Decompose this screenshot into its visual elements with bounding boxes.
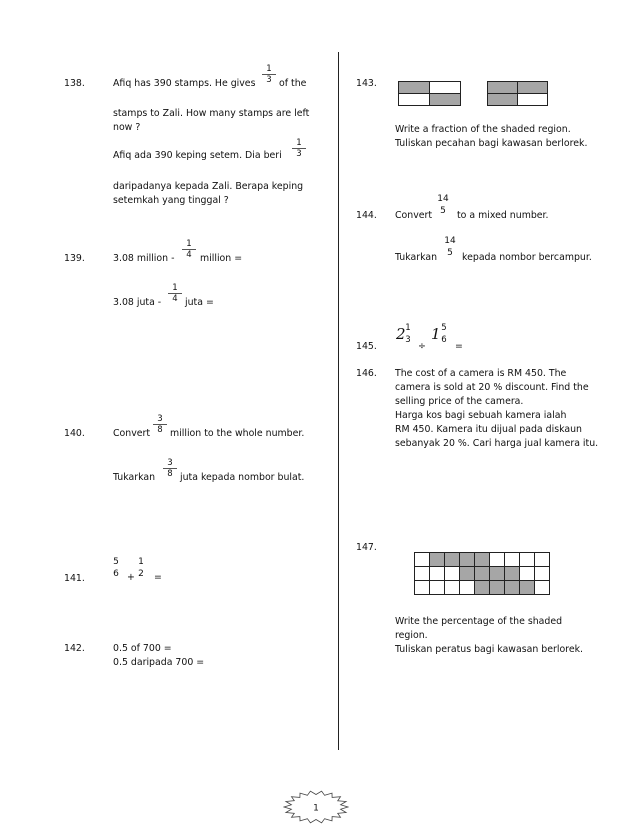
question-text-bm: kepada nombor bercampur.: [462, 252, 592, 263]
shaded-cell: [399, 82, 430, 94]
shaded-grid-b: [487, 81, 548, 106]
question-text-bm: 3.08 juta -: [113, 297, 162, 308]
shaded-cell: [505, 581, 520, 595]
question-text-bm: Tuliskan pecahan bagi kawasan berlorek.: [395, 138, 588, 149]
fraction: 14 5: [437, 194, 449, 216]
unshaded-cell: [430, 82, 461, 94]
grid-row: [415, 567, 550, 581]
question-text-bm: setemkah yang tinggal ?: [113, 195, 229, 206]
unshaded-cell: [445, 581, 460, 595]
question-text-en: million =: [200, 253, 243, 264]
unshaded-cell: [490, 553, 505, 567]
mixed-number-whole: 2: [396, 325, 406, 343]
question-text-line: Harga kos bagi sebuah kamera ialah: [395, 410, 567, 421]
shaded-cell: [460, 553, 475, 567]
fraction: 14 5: [444, 236, 456, 258]
question-text-line: RM 450. Kamera itu dijual pada diskaun: [395, 424, 582, 435]
shaded-cell: [490, 581, 505, 595]
question-text-en: Write a fraction of the shaded region.: [395, 124, 571, 135]
question-number: 142.: [64, 643, 85, 654]
page-number-badge: [283, 790, 349, 824]
shaded-cell: [518, 82, 548, 94]
question-text-bm: daripadanya kepada Zali. Berapa keping: [113, 181, 304, 192]
shaded-cell: [430, 94, 461, 106]
shaded-cell: [430, 553, 445, 567]
fraction: $\frac{3}{8}$: [153, 414, 167, 435]
unshaded-cell: [460, 581, 475, 595]
question-text-bm: Afiq ada 390 keping setem. Dia beri: [113, 150, 282, 161]
question-number: 146.: [356, 368, 377, 379]
question-text-line: sebanyak 20 %. Cari harga jual kamera itu.: [395, 438, 599, 449]
question-text-en: to a mixed number.: [457, 210, 549, 221]
fraction: $\frac{1}{3}$: [292, 138, 306, 159]
unshaded-cell: [445, 567, 460, 581]
fraction: 5 6: [441, 323, 447, 345]
unshaded-cell: [430, 581, 445, 595]
grid-row: [415, 553, 550, 567]
question-text-en: Convert: [113, 428, 151, 439]
question-text-line: camera is sold at 20 % discount. Find the: [395, 382, 589, 393]
grid-row: [488, 82, 548, 94]
unshaded-cell: [520, 553, 535, 567]
question-number: 140.: [64, 428, 85, 439]
shaded-cell: [475, 567, 490, 581]
column-divider: [338, 52, 339, 750]
shaded-grid-a: [398, 81, 461, 106]
question-number: 145.: [356, 341, 377, 352]
question-text-en: now ?: [113, 122, 141, 133]
question-number: 147.: [356, 542, 377, 553]
shaded-cell: [475, 581, 490, 595]
question-text-en: Afiq has 390 stamps. He gives: [113, 78, 256, 89]
fraction: $\frac{1}{3}$: [262, 64, 276, 85]
unshaded-cell: [399, 94, 430, 106]
shaded-cell: [488, 94, 518, 106]
fraction: $\frac{1}{4}$: [182, 239, 196, 260]
equals-sign: =: [455, 341, 463, 352]
question-text-bm: juta kepada nombor bulat.: [180, 472, 305, 483]
question-text-en: 3.08 million -: [113, 253, 175, 264]
question-text-bm: Tukarkan: [395, 252, 438, 263]
shaded-grid: [414, 552, 550, 595]
fraction: $\frac{3}{8}$: [163, 458, 177, 479]
fraction: 1 2: [138, 557, 144, 579]
unshaded-cell: [505, 553, 520, 567]
question-number: 138.: [64, 78, 85, 89]
question-number: 141.: [64, 573, 85, 584]
unshaded-cell: [415, 581, 430, 595]
unshaded-cell: [535, 567, 550, 581]
question-text-line: selling price of the camera.: [395, 396, 524, 407]
shaded-cell: [460, 567, 475, 581]
shaded-cell: [520, 581, 535, 595]
plus-sign: +: [127, 572, 135, 583]
unshaded-cell: [430, 567, 445, 581]
divide-sign: ÷: [418, 341, 426, 352]
question-number: 143.: [356, 78, 377, 89]
question-text-en: region.: [395, 630, 428, 641]
equals-sign: =: [154, 572, 162, 583]
shaded-cell: [475, 553, 490, 567]
shaded-cell: [488, 82, 518, 94]
unshaded-cell: [415, 553, 430, 567]
shaded-cell: [490, 567, 505, 581]
shaded-cell: [505, 567, 520, 581]
question-text-en: Write the percentage of the shaded: [395, 616, 563, 627]
unshaded-cell: [518, 94, 548, 106]
fraction: 1 3: [405, 323, 411, 345]
grid-row: [415, 581, 550, 595]
question-text-en: of the: [279, 78, 307, 89]
unshaded-cell: [415, 567, 430, 581]
question-text-line: The cost of a camera is RM 450. The: [395, 368, 567, 379]
question-number: 139.: [64, 253, 85, 264]
question-text-bm: Tukarkan: [113, 472, 156, 483]
fraction: $\frac{1}{4}$: [168, 283, 182, 304]
mixed-number-whole: 1: [431, 325, 441, 343]
question-text-en: stamps to Zali. How many stamps are left: [113, 108, 310, 119]
question-text-bm: juta =: [185, 297, 214, 308]
question-text-bm: 0.5 daripada 700 =: [113, 657, 205, 668]
unshaded-cell: [535, 553, 550, 567]
question-number: 144.: [356, 210, 377, 221]
grid-row: [488, 94, 548, 106]
grid-row: [399, 82, 461, 94]
unshaded-cell: [520, 567, 535, 581]
shaded-cell: [445, 553, 460, 567]
question-text-en: Convert: [395, 210, 433, 221]
question-text-en: million to the whole number.: [170, 428, 305, 439]
page-number: 1: [313, 803, 319, 814]
question-text-bm: Tuliskan peratus bagi kawasan berlorek.: [395, 644, 584, 655]
fraction: 5 6: [113, 557, 119, 579]
grid-row: [399, 94, 461, 106]
question-text-en: 0.5 of 700 =: [113, 643, 172, 654]
unshaded-cell: [535, 581, 550, 595]
